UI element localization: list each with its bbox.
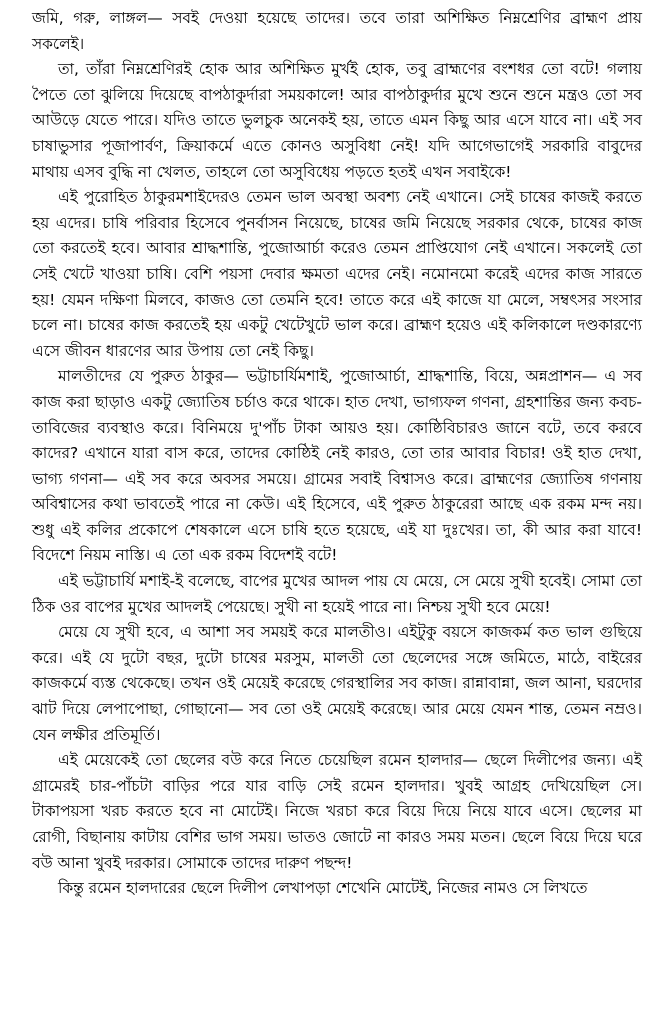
paragraph-3: এই পুরোহিত ঠাকুরমশাইদেরও তেমন ভাল অবস্থা অবশ্য নেই এখানে। সেই চাষের কাজই করতে হয় এদের। চাষি পরিবার হিসেবে পুনর্বাসন নিয়েছে, চাষের জমি নিয়েছে সরকার থেকে, চাষের কাজ তো করতেই হবে। আবার শ্রাদ্ধশান্তি, পুজোআর্চা করেও তেমন প্রাপ্তিযোগ নেই এখানে। সকলেই তো সেই খেটে খাওয়া চাষি। বেশি পয়সা দেবার ক্ষমতা এদের নেই। নমোনমো করেই এদের কাজ সারতে হয়! যেমন দক্ষিণা মিলবে, কাজও তো তেমনি হবে! তাতে করে এই কাজে যা মেলে, সম্বৎসর সংসার চলে না। চাষের কাজ করতেই হয় একটু খেটেখুটে ভাল করে। ব্রাহ্মণ হয়েও এই কলিকালে দণ্ডকারণ্যে এসে জীবন ধারণের আর উপায় তো নেই কিছু। (32, 188, 642, 360)
paragraph-7: এই মেয়েকেই তো ছেলের বউ করে নিতে চেয়েছিল রমেন হালদার— ছেলে দিলীপের জন্য। এই গ্রামেরই চার-পাঁচটা বাড়ির পরে যার বাড়ি সেই রমেন হালদার। খুবই আগ্রহ দেখিয়েছিল সে। টাকাপয়সা খরচ করতে হবে না মোটেই। নিজে খরচা করে বিয়ে দিয়ে নিয়ে যাবে এসে। ছেলের মা রোগী, বিছানায় কাটায় বেশির ভাগ সময়। ভাতও জোটে না কারও সময় মতন। ছেলে বিয়ে দিয়ে ঘরে বউ আনা খুবই দরকার। সোমাকে তাদের দারুণ পছন্দ! (32, 751, 642, 872)
paragraph-1: জমি, গরু, লাঙ্গল— সবই দেওয়া হয়েছে তাদের। তবে তারা অশিক্ষিত নিম্নশ্রেণির ব্রাহ্মণ প্রায় সকলেই। (32, 9, 642, 53)
paragraph-6: মেয়ে যে সুখী হবে, এ আশা সব সময়ই করে মালতীও। এইটুকু বয়সে কাজকর্ম কত ভাল গুছিয়ে করে। এই যে দুটো বছর, দুটো চাষের মরসুম, মালতী তো ছেলেদের সঙ্গে জমিতে, মাঠে, বাইরের কাজকর্মে ব্যস্ত থেকেছে। তখন ওই মেয়েই করেছে গেরস্থালির সব কাজ। রান্নাবান্না, জল আনা, ঘরদোর ঝাট দিয়ে লেপাপোছা, গোছানো— সব তো ওই মেয়েই করেছে। আর মেয়ে যেমন শান্ত, তেমন নম্রও। যেন লক্ষীর প্রতিমূর্তি। (32, 623, 642, 744)
paragraph-5: এই ভট্টাচার্যি মশাই-ই বলেছে, বাপের মুখের আদল পায় যে মেয়ে, সে মেয়ে সুখী হবেই। সোমা তো ঠিক ওর বাপের মুখের আদলই পেয়েছে। সুখী না হয়েই পারে না। নিশ্চয় সুখী হবে মেয়ে! (32, 572, 642, 616)
paragraph-2: তা, তাঁরা নিম্নশ্রেণিরই হোক আর অশিক্ষিত মুর্খই হোক, তবু ব্রাহ্মণের বংশধর তো বটে! গলায় পৈতে তো ঝুলিয়ে দিয়েছে বাপঠাকুর্দারা সময়কালে! আর বাপঠাকুর্দার মুখে শুনে শুনে মন্ত্রও তো সব আউড়ে যেতে পারে। যদিও তাতে ভুলচুক অনেকই হয়, তাতে এমন কিছু আর এসে যাবে না। এই সব চাষাভুসার পূজাপার্বণ, ক্রিয়াকর্মে এতে কোনও অসুবিধা নেই! যদি আগেভাগেই সরকারি বাবুদের মাথায় এসব বুদ্ধি না খেলত, তাহলে তো অসুবিধেয় পড়তে হতই এখন সবাইকে! (32, 60, 642, 181)
paragraph-4: মালতীদের যে পুরুত ঠাকুর— ভট্টাচার্যিমশাই, পুজোআর্চা, শ্রাদ্ধশান্তি, বিয়ে, অন্নপ্রাশন— এ সব কাজ করা ছাড়াও একটু জ্যোতিষ চর্চাও করে থাকে। হাত দেখা, ভাগ্যফল গণনা, গ্রহশান্তির জন্য কবচ-তাবিজের ব্যবস্থাও করে। বিনিময়ে দু'পাঁচ টাকা আয়ও হয়। কোষ্ঠিবিচারও জানে বটে, তবে করবে কাদের? এখানে যারা বাস করে, তাদের কোষ্ঠিই নেই কারও, তো তার আবার বিচার! ওই হাত দেখা, ভাগ্য গণনা— এই সব করে অবসর সময়ে। গ্রামের সবাই বিশ্বাসও করে। ব্রাহ্মণের জ্যোতিষ গণনায় অবিশ্বাসের কথা ভাবতেই পারে না কেউ। এই হিসেবে, এই পুরুত ঠাকুরেরা আছে এক রকম মন্দ নয়। শুধু এই কলির প্রকোপে শেষকালে এসে চাষি হতে হয়েছে, এই যা দুঃখের। তা, কী আর করা যাবে! বিদেশে নিয়ম নাস্তি। এ তো এক রকম বিদেশই বটে! (32, 367, 642, 565)
paragraph-8: কিন্তু রমেন হালদারের ছেলে দিলীপ লেখাপড়া শেখেনি মোটেই, নিজের নামও সে লিখতে (58, 879, 588, 898)
